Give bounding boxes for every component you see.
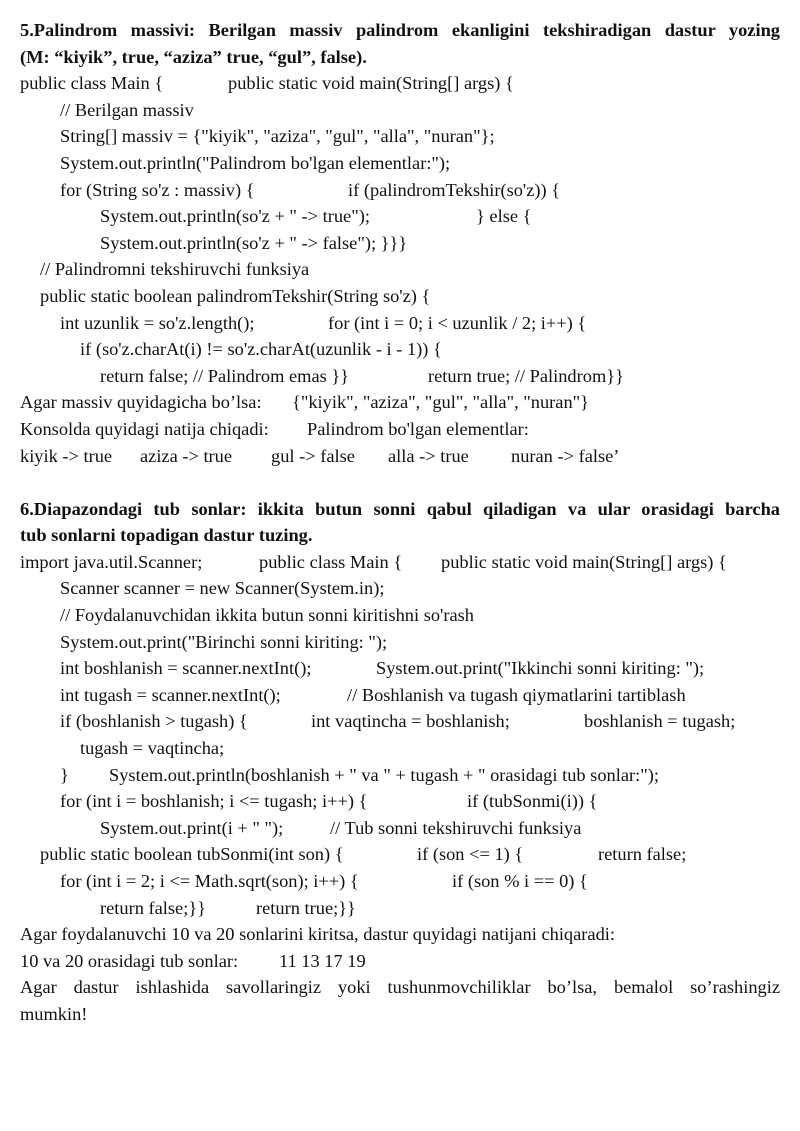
code-line: [20, 177, 780, 204]
document-page: [20, 17, 780, 1028]
code-text: }: [60, 764, 69, 785]
code-line: // Foydalanuvchidan ikkita butun sonni kiritishni so'rash: [60, 605, 475, 626]
code-text: for (int i = 0; i < uzunlik / 2; i++) {: [328, 312, 587, 333]
code-text: import java.util.Scanner;: [20, 551, 203, 572]
output-item: gul -> false: [271, 445, 355, 466]
code-text: if (tubSonmi(i)) {: [467, 791, 598, 812]
code-text: for (String so'z : massiv) {: [60, 179, 255, 200]
code-line: public static boolean palindromTekshir(String so'z) {: [40, 285, 431, 306]
code-text: for (int i = boshlanish; i <= tugash; i++) {: [60, 791, 368, 812]
code-line: [20, 815, 780, 842]
code-line: [20, 682, 780, 709]
code-text: int vaqtincha = boshlanish;: [311, 711, 510, 732]
result-values: 11 13 17 19: [279, 950, 366, 971]
section5-title-line1: 5.Palindrom massivi: Berilgan massiv palindrom ekanligini tekshiradigan dastur yozing: [20, 20, 780, 40]
closing-line1: Agar dastur ishlashida savollaringiz yoki tushunmovchiliklar bo’lsa, bemalol so’rashingiz: [20, 977, 780, 998]
console-header: Palindrom bo'lgan elementlar:: [307, 418, 529, 439]
code-line: [20, 788, 780, 815]
output-item: nuran -> false’: [511, 445, 620, 466]
code-line: if (so'z.charAt(i) != so'z.charAt(uzunlik - i - 1)) {: [80, 339, 442, 360]
code-line: [20, 310, 780, 337]
code-text: public class Main {: [259, 551, 403, 572]
spacer: [20, 469, 780, 496]
code-text: if (son <= 1) {: [417, 844, 524, 865]
code-text: // Tub sonni tekshiruvchi funksiya: [330, 817, 582, 838]
code-text: boshlanish = tugash;: [584, 711, 736, 732]
example-line: [20, 389, 780, 416]
code-line: [20, 363, 780, 390]
code-line: [20, 655, 780, 682]
output-item: alla -> true: [388, 445, 469, 466]
code-line: [20, 70, 780, 97]
output-item: aziza -> true: [140, 445, 233, 466]
closing-line2: mumkin!: [20, 1003, 88, 1024]
code-text: // Boshlanish va tugash qiymatlarini tartiblash: [347, 684, 686, 705]
code-line: [20, 549, 780, 576]
code-line: [20, 895, 780, 922]
code-line: [20, 203, 780, 230]
code-text: public class Main {: [20, 73, 164, 94]
code-line: System.out.println("Palindrom bo'lgan elementlar:");: [60, 152, 451, 173]
section6-title-line1: 6.Diapazondagi tub sonlar: ikkita butun sonni qabul qiladigan va ular orasidagi barcha: [20, 498, 780, 519]
code-line: System.out.print("Birinchi sonni kiriting: ");: [60, 631, 388, 652]
code-text: return false; // Palindrom emas }}: [100, 365, 350, 386]
console-label: Konsolda quyidagi natija chiqadi:: [20, 418, 269, 439]
code-text: public static boolean tubSonmi(int son) {: [40, 844, 344, 865]
output-item: kiyik -> true: [20, 445, 113, 466]
code-text: System.out.println(boshlanish + " va " + tugash + " orasidagi tub sonlar:");: [109, 764, 659, 785]
code-line: tugash = vaqtincha;: [80, 738, 225, 759]
code-text: return true; // Palindrom}}: [428, 365, 624, 386]
code-text: } else {: [476, 206, 532, 227]
code-line: [20, 762, 780, 789]
code-line: Scanner scanner = new Scanner(System.in);: [60, 578, 385, 599]
section6-title-line2: tub sonlarni topadigan dastur tuzing.: [20, 525, 313, 546]
code-line: String[] massiv = {"kiyik", "aziza", "gul", "alla", "nuran"};: [60, 126, 495, 147]
code-text: System.out.print("Ikkinchi sonni kiriting: ");: [376, 658, 705, 679]
code-line: [20, 708, 780, 735]
example-label: Agar massiv quyidagicha bo’lsa:: [20, 392, 262, 413]
code-text: if (son % i == 0) {: [452, 871, 588, 891]
code-text: if (palindromTekshir(so'z)) {: [348, 179, 561, 200]
output-line: [20, 443, 780, 470]
code-text: int boshlanish = scanner.nextInt();: [60, 658, 312, 679]
code-line: [20, 868, 780, 895]
code-text: return false;: [598, 844, 687, 865]
result-line: [20, 948, 780, 975]
code-text: for (int i = 2; i <= Math.sqrt(son); i++) {: [60, 871, 359, 891]
code-text: return false;}}: [100, 897, 206, 918]
code-text: if (boshlanish > tugash) {: [60, 711, 248, 732]
code-text: int tugash = scanner.nextInt();: [60, 684, 281, 705]
code-line: System.out.println(so'z + " -> false"); }}}: [100, 232, 408, 253]
code-line: [20, 841, 780, 868]
code-line: // Palindromni tekshiruvchi funksiya: [40, 259, 310, 280]
example-line: Agar foydalanuvchi 10 va 20 sonlarini kiritsa, dastur quyidagi natijani chiqaradi:: [20, 924, 615, 945]
code-text: System.out.println(so'z + " -> true");: [100, 206, 370, 227]
code-text: public static void main(String[] args) {: [228, 73, 514, 94]
code-text: public static void main(String[] args) {: [441, 551, 727, 572]
code-text: return true;}}: [256, 897, 356, 918]
code-line: // Berilgan massiv: [60, 99, 194, 120]
example-array: {"kiyik", "aziza", "gul", "alla", "nuran"}: [292, 392, 589, 413]
code-text: int uzunlik = so'z.length();: [60, 312, 255, 333]
code-text: System.out.print(i + " ");: [100, 817, 284, 838]
section5-title-line2: (M: “kiyik”, true, “aziza” true, “gul”, false).: [20, 46, 367, 67]
result-label: 10 va 20 orasidagi tub sonlar:: [20, 950, 239, 971]
console-line: [20, 416, 780, 443]
